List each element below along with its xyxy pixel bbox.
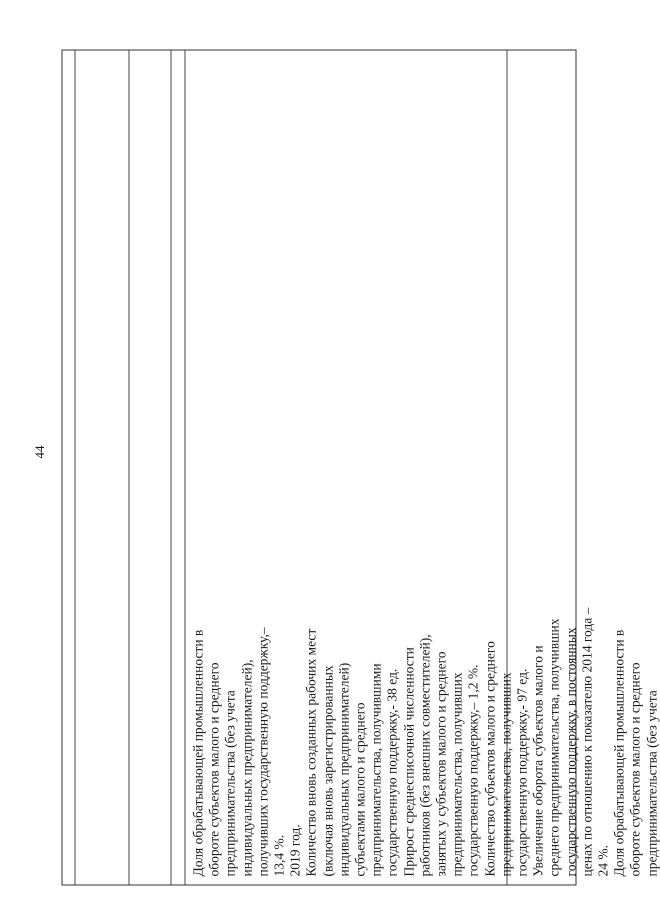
table-row-2 xyxy=(76,50,130,884)
text-line: Увеличение оборота субъектов малого и xyxy=(530,644,546,876)
text-line: предпринимательства, получивших xyxy=(498,671,514,876)
text-line: (включая вновь зарегистрированных xyxy=(320,664,336,876)
text-line: индивидуальных предпринимателей), xyxy=(239,658,255,876)
text-line: субъектами малого и среднего xyxy=(352,701,368,876)
text-line: Доля обрабатывающей промышленности в xyxy=(611,629,627,876)
text-line: 24 %. xyxy=(595,844,611,876)
text-line: получивших государственную поддержку,– xyxy=(255,626,271,876)
text-line: Доля обрабатывающей промышленности в xyxy=(190,629,206,876)
text-line: государственную поддержку,- 38 ед. xyxy=(384,668,400,876)
text-line: среднего предпринимательства, получивших xyxy=(546,617,562,876)
table-frame xyxy=(62,49,660,885)
table-row-5-content xyxy=(186,50,660,884)
page-number: 44 xyxy=(32,445,47,459)
text-line: ценах по отношению к показателю 2014 года – xyxy=(579,607,595,876)
text-line: государственную поддержку, в постоянных xyxy=(563,626,579,876)
text-line: предпринимательства, получивших xyxy=(449,671,465,876)
text-line: предпринимательства (без учета xyxy=(644,689,660,876)
text-line: предпринимательства, получившими xyxy=(368,662,384,876)
text-line: работников (без внешних совместителей), xyxy=(417,633,433,876)
text-line: 13,4 %. xyxy=(271,834,287,876)
table-row-6 xyxy=(508,50,578,884)
text-line: Количество субъектов малого и среднего xyxy=(482,640,498,876)
text-line: 2019 год. xyxy=(287,823,303,876)
table-row-1 xyxy=(63,50,76,884)
text-line: обороте субъектов малого и среднего xyxy=(627,661,643,876)
text-line: предпринимательства (без учета xyxy=(222,689,238,876)
text-line: Прирост среднесписочной численности xyxy=(401,646,417,876)
text-line: обороте субъектов малого и среднего xyxy=(206,661,222,876)
text-line: занятых у субъектов малого и среднего xyxy=(433,650,449,876)
text-line: Количество вновь созданных рабочих мест xyxy=(303,628,319,876)
table-row-3 xyxy=(130,50,172,884)
rotated-table xyxy=(62,49,660,885)
text-line: государственную поддержку,– 1,2 %. xyxy=(465,664,481,876)
text-line: индивидуальных предпринимателей) xyxy=(336,662,352,876)
text-line: государственную поддержку,- 97 ед. xyxy=(514,668,530,876)
content-cell-text xyxy=(191,60,660,876)
table-row-4 xyxy=(172,50,186,884)
